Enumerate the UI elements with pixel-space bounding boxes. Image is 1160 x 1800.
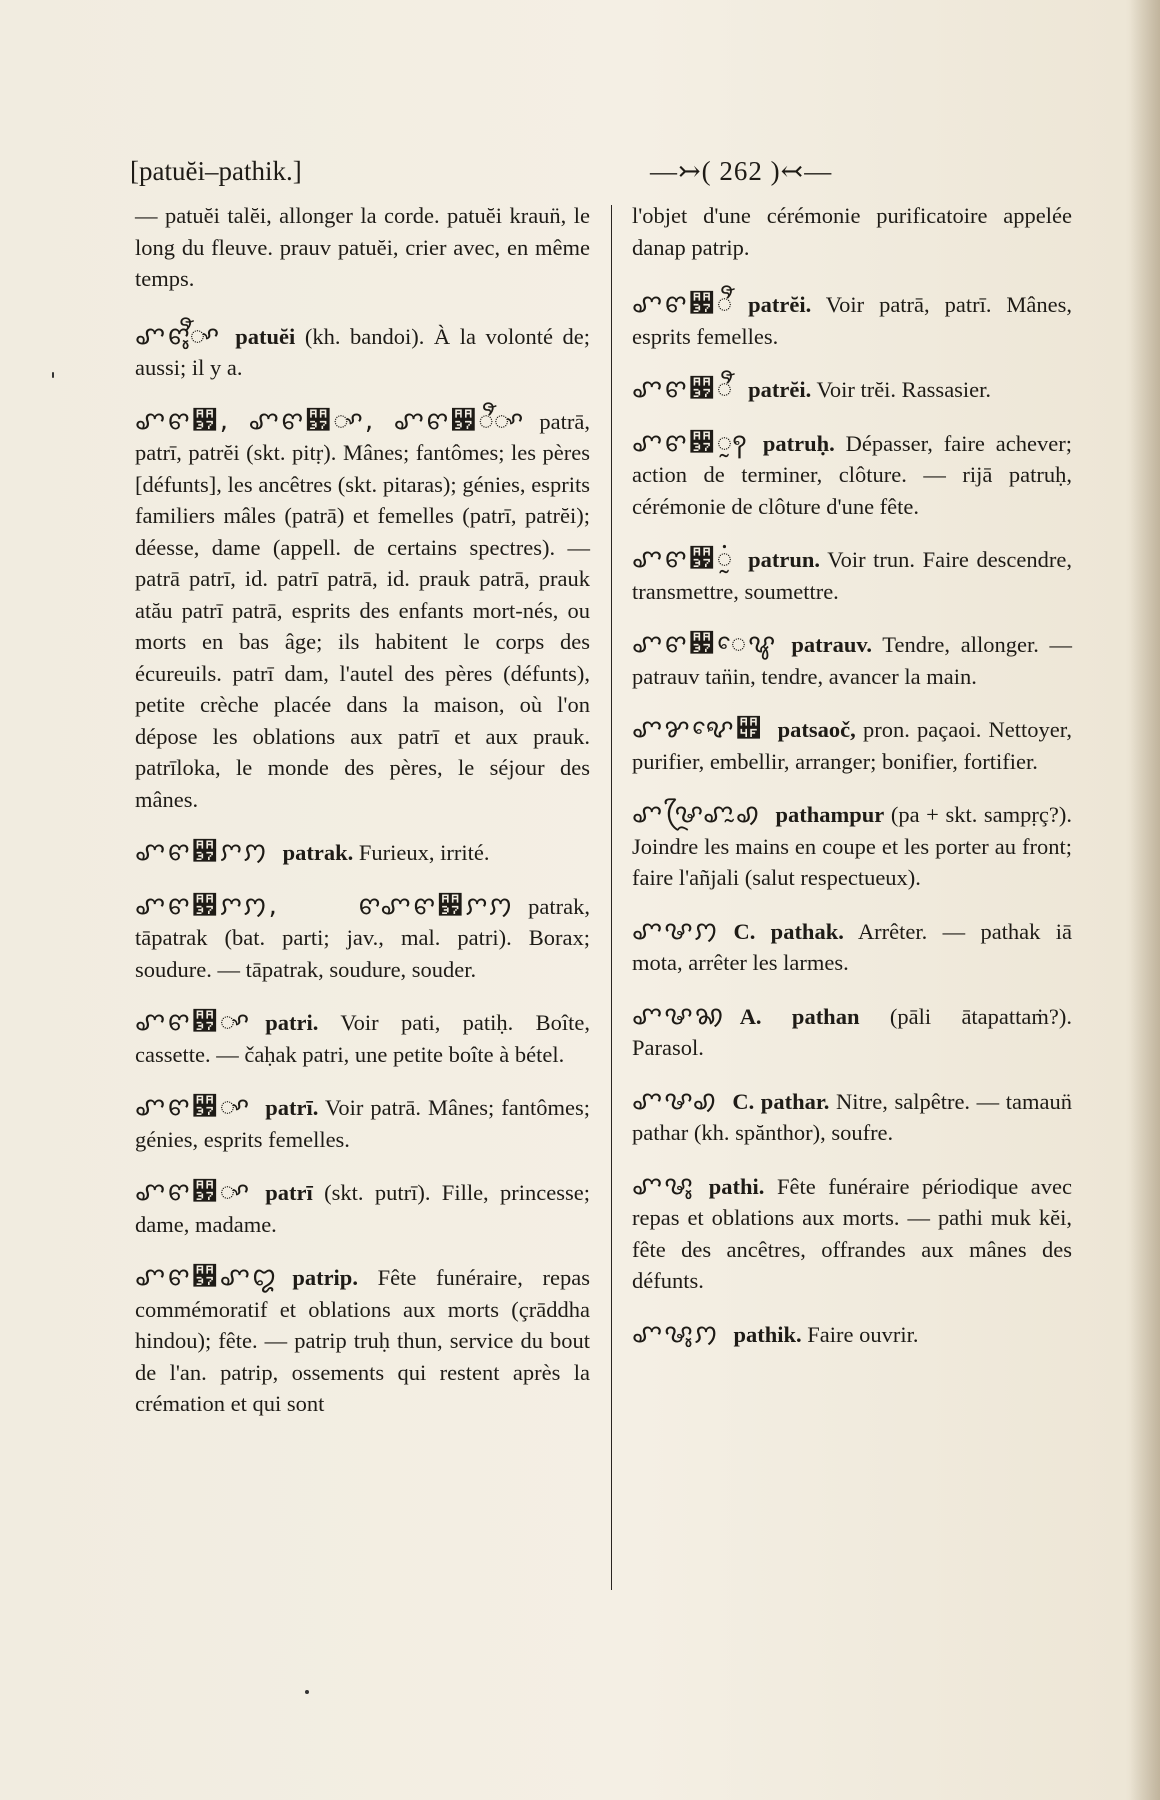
dictionary-entry (632, 1086, 1072, 1149)
entry-body: patrak, tāpatrak (bat. parti; jav., mal. patri). Borax; soudure. — tāpatrak, soudure, souder. (135, 893, 590, 982)
cham-script-glyph: ꨚꨓ꨷ꨬ (632, 289, 735, 319)
cham-script-glyph: ꨚꨔꩉ (632, 1085, 719, 1116)
entry-body: Tendre, allonger. — patrauv tan̈in, tendre, avancer la main. (632, 632, 1073, 689)
entry-headword: pathi. (708, 1173, 765, 1199)
cham-script-glyph: ꨚꨔꩀ (632, 915, 720, 946)
cham-script-glyph: ꨚꨓ꨷ꨳ (135, 1092, 252, 1122)
entry-body: (kh. bandoi). À la volonté de; aussi; il y a. (135, 323, 591, 380)
entry-headword: patrī. (265, 1095, 319, 1120)
cham-script-glyph: ꨚꨔꩆ (632, 1000, 726, 1031)
entry-body: (pa + skt. sampṛç?). Joindre les mains en coupe et les porter au front; faire l'añjali (salut respectueux). (632, 802, 1072, 890)
entry-headword: patrak. (282, 840, 354, 865)
entry-body: Arrêter. — pathak iā mota, arrêter les larmes. (632, 918, 1072, 975)
guide-words: [patuĕi–pathik.] (130, 156, 302, 186)
cham-script-glyph: ꨚꨓ꨷ꨚ꩓ (135, 1262, 279, 1292)
cham-script-glyph: ꨚꨓ꨷, ꨚꨓ꨷ꨳ, ꨚꨓ꨷ꨬꨳ (135, 405, 526, 436)
entry-headword: patrun. (748, 547, 821, 572)
entry-body: Voir trun. Faire descendre, transmettre, soumettre. (632, 547, 1073, 604)
cham-script-glyph: ꨚꨓꨶꨬꨳ (135, 320, 222, 351)
entry-headword: patsaoč, (777, 717, 856, 742)
paper-speck (305, 1690, 309, 1694)
dictionary-entry (135, 837, 590, 869)
entry-body: pron. paçaoi. Nettoyer, purifier, embellir, arranger; bonifier, fortifier. (632, 717, 1072, 774)
dictionary-entry (632, 200, 1072, 263)
dictionary-entry (632, 1319, 1072, 1351)
entry-body: Voir trĕi. Rassasier. (816, 377, 992, 402)
cham-script-glyph: ꨚꨓ꨷ꨭꩍ (632, 427, 749, 458)
entry-headword: patri. (265, 1010, 319, 1035)
entry-headword: patrip. (292, 1265, 358, 1290)
entry-body: Voir patrā. Mânes; fantômes; génies, esprits femelles. (135, 1095, 590, 1152)
dictionary-entry (632, 428, 1072, 523)
entry-headword: patruḥ. (762, 430, 835, 456)
dictionary-entry (632, 1171, 1072, 1297)
paper-speck (52, 372, 54, 378)
entry-headword: patrĕi. (748, 377, 812, 402)
dictionary-entry (632, 629, 1072, 692)
dictionary-entry (632, 544, 1072, 607)
dictionary-entry (135, 321, 590, 384)
dictionary-entry (632, 1001, 1072, 1064)
cham-script-glyph: ꨚꨓ꨷ꨳ (135, 1177, 252, 1207)
entry-body: Furieux, irrité. (358, 840, 490, 865)
cham-script-glyph: ꨚꨔꨴꨚꨭꩉ (632, 799, 762, 829)
page-edge-shadow (1130, 0, 1160, 1800)
entry-headword: C. pathak. (733, 918, 844, 944)
right-column (632, 200, 1072, 1372)
cham-script-glyph: ꨚꨔꨶꩀ (632, 1318, 720, 1349)
page-number: —↣( 262 )↢— (650, 156, 833, 186)
cham-script-glyph: ꨚꨓ꨷ꨯꨥ (632, 629, 778, 659)
dictionary-entry (135, 200, 590, 295)
cham-script-glyph: ꨚꨓ꨷ꨭꩌ (632, 544, 735, 574)
dictionary-entry (632, 714, 1072, 777)
dictionary-entry (135, 406, 590, 816)
dictionary-entry (135, 891, 590, 986)
cham-script-glyph: ꨚꨓ꨷ꨳ (135, 1007, 252, 1037)
entry-headword: pathampur (775, 802, 885, 827)
entry-headword: patrĕi. (748, 292, 812, 317)
dictionary-entry (632, 289, 1072, 352)
dictionary-entry (135, 1092, 590, 1155)
entry-body: l'objet d'une cérémonie purificatoire appelée danap patrip. (632, 203, 1072, 260)
entry-body: Voir pati, patiḥ. Boîte, cassette. — čaḥak patri, une petite boîte à bétel. (135, 1010, 591, 1067)
cham-script-glyph: ꨚꨔꨶ (632, 1170, 695, 1201)
entry-headword: A. pathan (739, 1003, 860, 1029)
entry-body: Faire ouvrir. (807, 1321, 919, 1347)
entry-headword: pathik. (733, 1321, 802, 1347)
entry-body: Fête funéraire périodique avec repas et oblations aux morts. — pathi muk kĕi, fête des ancêtres, offrandes aux mânes des défunts. (632, 1173, 1072, 1293)
entry-body: Fête funéraire, repas commémoratif et oblations aux morts (çrāddha hindou); fête. — patrip truḥ thun, service du bout de l'an. patrip, ossements qui restent après la crémation et qui sont (135, 1265, 590, 1416)
cham-script-glyph: ꨚꨓ꨷ꨆꩀ, ꨓꨚꨓ꨷ꨆꩀ (135, 890, 515, 921)
entry-headword: patrī (265, 1180, 313, 1205)
dictionary-entry (632, 799, 1072, 894)
left-column (135, 200, 590, 1442)
column-divider (611, 205, 612, 1590)
entry-body: Dépasser, faire achever; action de terminer, clôture. — rijā patruḥ, cérémonie de clôture d'une fête. (632, 430, 1072, 519)
entry-body: Nitre, salpêtre. — tamaun̈ pathar (kh. spănthor), soufre. (632, 1088, 1072, 1145)
entry-body: patrā, patrī, patrĕi (skt. pitṛ). Mânes; fantômes; les pères [défunts], les ancêtres (skt. pitaras); génies, esprits familiers mâles (patrā) et femelles (patrī, patrĕi); déesse, dame (appell. de certains spectres). — patrā patrī, id. patrī patrā, id. prauk patrā, prauk atău patrī patrā, esprits des enfants mort-nés, ou morts en bas âge; ils habitent le corps des écureuils. patrī dam, l'autel des pères (défunts), petite crèche placée dans la maison, où l'on dépose les oblations aux patrī et aux prauk. patrīloka, le monde des pères, le séjour des mânes. (135, 408, 590, 812)
dictionary-entry (632, 374, 1072, 406)
dictionary-entry (632, 916, 1072, 979)
dictionary-entry (135, 1007, 590, 1070)
entry-headword: C. pathar. (732, 1088, 830, 1114)
entry-body: (pāli ātapattaṁ?). Parasol. (632, 1003, 1072, 1060)
cham-script-glyph: ꨚꨌꨦꨯ꩏ (632, 714, 764, 744)
entry-body: (skt. putrī). Fille, princesse; dame, madame. (135, 1180, 590, 1237)
dictionary-entry (135, 1262, 590, 1420)
cham-script-glyph: ꨚꨓ꨷ꨆꩀ (135, 837, 269, 867)
page-header (130, 150, 1070, 196)
entry-headword: patrauv. (791, 632, 872, 657)
dictionary-entry (135, 1177, 590, 1240)
entry-body: Voir patrā, patrī. Mânes, esprits femelles. (632, 292, 1072, 349)
cham-script-glyph: ꨚꨓ꨷ꨬ (632, 374, 735, 404)
entry-headword: patuĕi (235, 323, 296, 349)
entry-body: — patuĕi talĕi, allonger la corde. patuĕi kraun̈, le long du fleuve. prauv patuĕi, crier avec, en même temps. (135, 203, 590, 291)
